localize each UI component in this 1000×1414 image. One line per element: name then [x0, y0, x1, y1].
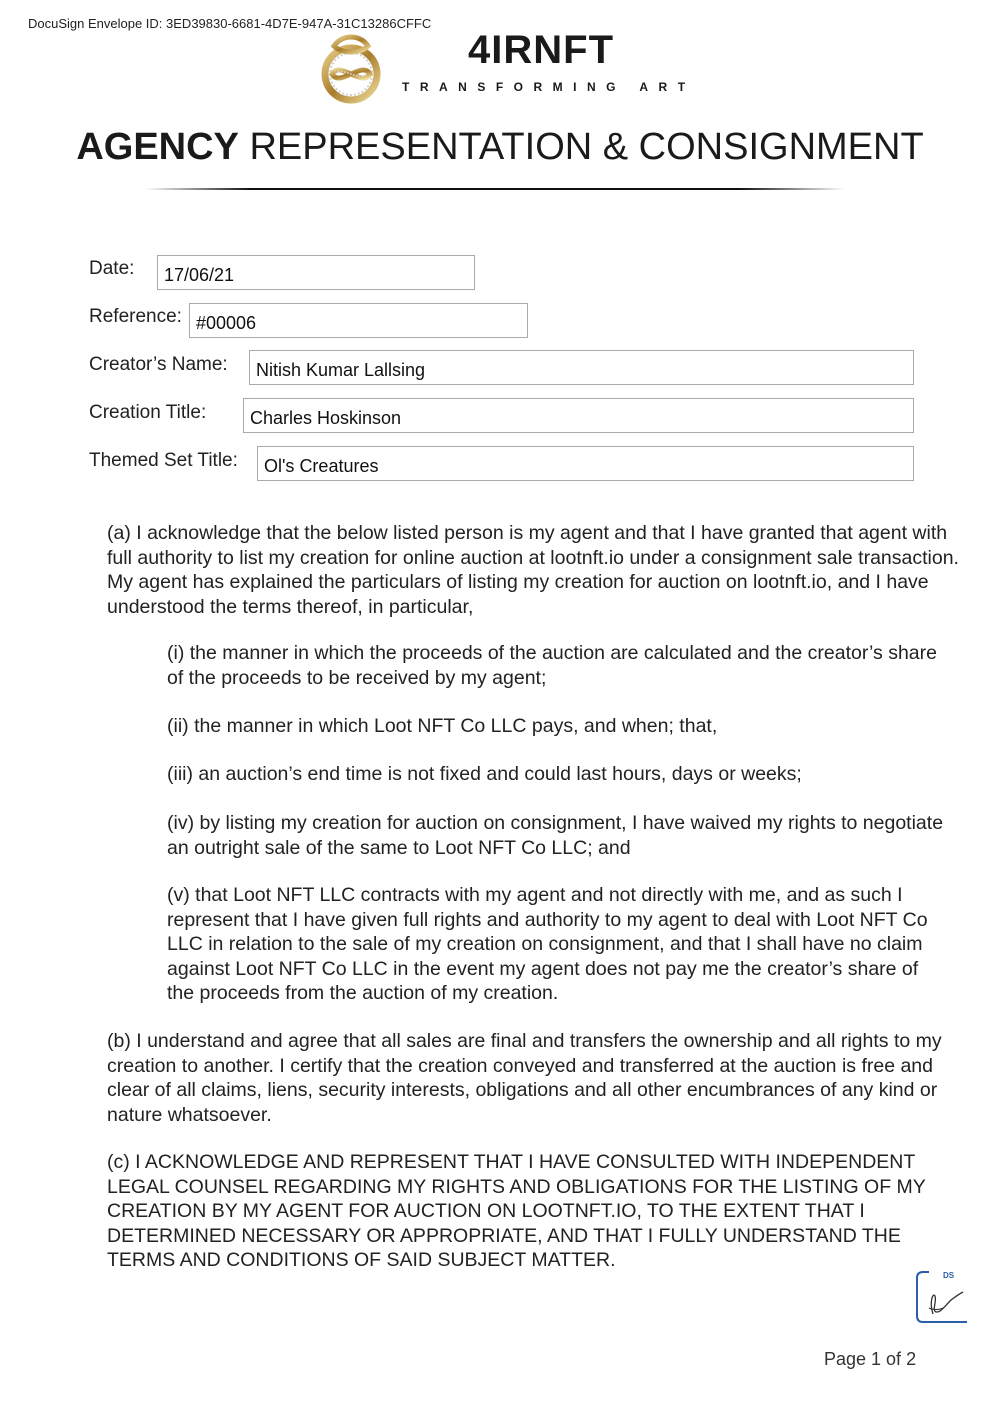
docusign-envelope-id: DocuSign Envelope ID: 3ED39830-6681-4D7E-947A-31C13286CFFC — [28, 16, 432, 31]
title-divider — [145, 188, 845, 190]
clause-b: (b) I understand and agree that all sales are final and transfers the ownership and all rights to my creation to another. I certify that the creation conveyed and transferred at the auction is free and clear of all claims, liens, security interests, obligations and all other encumbrances of any kind or nature whatsoever. — [107, 1030, 942, 1126]
creators-name-label: Creator’s Name: — [89, 354, 228, 375]
brand-tagline: TRANSFORMING ART — [402, 80, 696, 94]
themed-set-title-label: Themed Set Title: — [89, 450, 238, 471]
reference-label: Reference: — [89, 306, 182, 327]
brand-logo-icon — [312, 32, 390, 104]
date-field[interactable]: 17/06/21 — [157, 255, 475, 290]
docusign-initials-stamp — [915, 1270, 969, 1326]
clause-v: (v) that Loot NFT LLC contracts with my agent and not directly with me, and as such I represent that I have given full rights and authority to my agent to deal with Loot NFT Co LLC in relation to the sale of my creation on consignment, and that I shall have no claim against Loot NFT Co LLC in the event my agent does not pay me the creator’s share of the proceeds from the auction of my creation. — [167, 884, 928, 1004]
reference-field[interactable]: #00006 — [189, 303, 528, 338]
creation-title-field[interactable]: Charles Hoskinson — [243, 398, 914, 433]
date-label: Date: — [89, 258, 135, 279]
title-bold: AGENCY — [76, 126, 239, 168]
brand-name: 4IRNFT — [468, 28, 614, 72]
clause-ii: (ii) the manner in which Loot NFT Co LLC pays, and when; that, — [167, 715, 718, 737]
title-rest: REPRESENTATION & CONSIGNMENT — [238, 126, 924, 168]
clause-a: (a) I acknowledge that the below listed person is my agent and that I have granted that agent with full authority to list my creation for online auction at lootnft.io under a consignment sale transaction. My agent has explained the particulars of listing my creation for auction on lootnft.io, and I have understood the terms thereof, in particular, — [107, 522, 959, 618]
page-number: Page 1 of 2 — [824, 1349, 917, 1369]
document-title — [0, 126, 1000, 169]
clause-iv: (iv) by listing my creation for auction on consignment, I have waived my rights to negotiate an outright sale of the same to Loot NFT Co LLC; and — [167, 812, 944, 859]
clause-c: (c) I ACKNOWLEDGE AND REPRESENT THAT I HAVE CONSULTED WITH INDEPENDENT LEGAL COUNSEL REGARDING MY RIGHTS AND OBLIGATIONS FOR THE LISTING OF MY CREATION BY MY AGENT FOR AUCTION ON LOOTNFT.IO, TO THE EXTENT THAT I DETERMINED NECESSARY OR APPROPRIATE, AND THAT I FULLY UNDERSTAND THE TERMS AND CONDITIONS OF SAID SUBJECT MATTER. — [107, 1151, 926, 1271]
creators-name-field[interactable]: Nitish Kumar Lallsing — [249, 350, 914, 385]
clause-iii: (iii) an auction’s end time is not fixed and could last hours, days or weeks; — [167, 763, 802, 785]
clause-i: (i) the manner in which the proceeds of the auction are calculated and the creator’s share of the proceeds to be received by my agent; — [167, 642, 937, 689]
ds-stamp-label: DS — [943, 1271, 955, 1280]
themed-set-title-field[interactable]: Ol's Creatures — [257, 446, 914, 481]
creation-title-label: Creation Title: — [89, 402, 207, 423]
